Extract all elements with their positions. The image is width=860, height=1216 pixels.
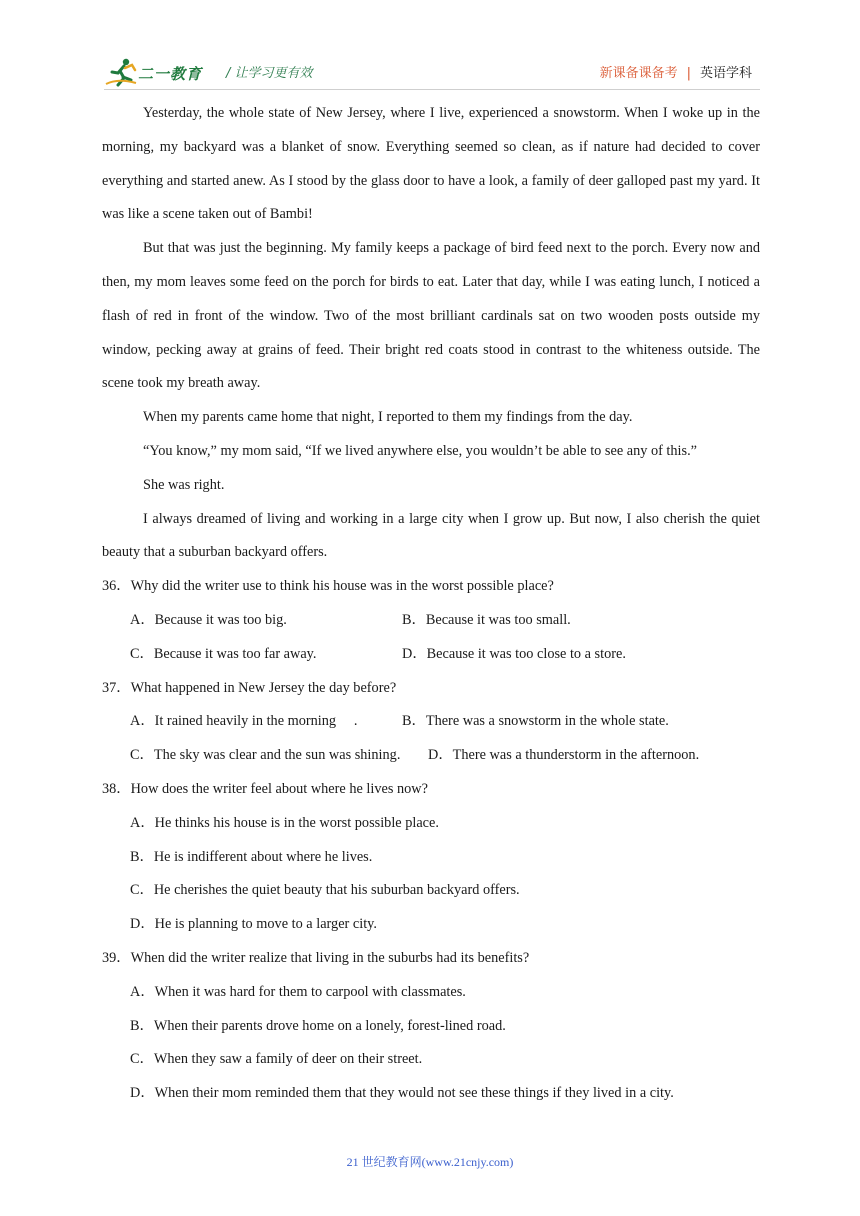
- option-d: D．There was a thunderstorm in the afternoon.: [428, 747, 700, 764]
- option-c: C．Because it was too far away.: [130, 645, 317, 662]
- question-stem: 39．When did the writer realize that living in the suburbs had its benefits?: [102, 949, 530, 966]
- option-row: [102, 638, 760, 672]
- option-row: [102, 705, 760, 739]
- header-divider: [104, 89, 760, 90]
- option-a: A．When it was hard for them to carpool with classmates.: [130, 983, 466, 1000]
- header-subject-label: 英语学科: [699, 66, 752, 81]
- header-prep-label: 新课备课备考: [599, 66, 678, 81]
- question-stem: 36．Why did the writer use to think his house was in the worst possible place?: [102, 578, 554, 595]
- question-stem: 37．What happened in New Jersey the day before?: [102, 679, 397, 696]
- option-row: [102, 739, 760, 773]
- document-body: [102, 97, 760, 1111]
- option-c: C．The sky was clear and the sun was shining.: [130, 747, 401, 764]
- option-b: B．He is indifferent about where he lives.: [130, 848, 373, 865]
- passage-paragraph: She was right.: [143, 476, 225, 493]
- header-right: [600, 62, 752, 81]
- passage-paragraph: But that was just the beginning. My family keeps a package of bird feed next to the porch. Every now and then, my mom leaves some feed on the porch for birds to eat. Later that day, while I was eating lunch, I noticed a flash of red in front of the window. Two of the most brilliant cardinals sat on two wooden posts outside my window, pecking away at grains of feed. Their bright red coats stood in contrast to the whiteness outside. The scene took my breath away.: [102, 240, 760, 392]
- slogan: / 让学习更有效: [226, 66, 313, 81]
- page-header: [0, 0, 860, 90]
- option-a: A．It rained heavily in the morning .: [130, 713, 358, 730]
- passage-paragraph: I always dreamed of living and working in a large city when I grow up. But now, I also cherish the quiet beauty that a suburban backyard offers.: [102, 510, 760, 561]
- passage-paragraph: When my parents came home that night, I reported to them my findings from the day.: [143, 409, 633, 426]
- passage-paragraph: “You know,” my mom said, “If we lived anywhere else, you wouldn’t be able to see any of this.”: [143, 442, 698, 459]
- option-row: [102, 604, 760, 638]
- logo: [104, 56, 214, 88]
- option-d: D．When their mom reminded them that they would not see these things if they lived in a city.: [130, 1085, 674, 1102]
- runner-logo-icon: [104, 56, 138, 88]
- option-d: D．He is planning to move to a larger city.: [130, 916, 377, 933]
- page-footer: 21 世纪教育网(www.21cnjy.com): [346, 1155, 514, 1169]
- option-c: C．When they saw a family of deer on their street.: [130, 1051, 423, 1068]
- option-b: B．There was a snowstorm in the whole state.: [402, 713, 669, 730]
- option-c: C．He cherishes the quiet beauty that his suburban backyard offers.: [130, 882, 520, 899]
- option-a: A．He thinks his house is in the worst possible place.: [130, 814, 439, 831]
- logo-text: 二一教育: [138, 65, 203, 83]
- option-a: A．Because it was too big.: [130, 611, 287, 628]
- option-b: B．When their parents drove home on a lonely, forest-lined road.: [130, 1017, 506, 1034]
- passage-paragraph: Yesterday, the whole state of New Jersey, where I live, experienced a snowstorm. When I woke up in the morning, my backyard was a blanket of snow. Everything seemed so clean, as if nature had decided to cover everything and started anew. As I stood by the glass door to have a look, a family of deer galloped past my yard. It was like a scene taken out of Bambi!: [102, 105, 760, 223]
- option-d: D．Because it was too close to a store.: [402, 645, 626, 662]
- header-separator: |: [686, 66, 691, 81]
- option-b: B．Because it was too small.: [402, 611, 571, 628]
- question-stem: 38．How does the writer feel about where he lives now?: [102, 780, 428, 797]
